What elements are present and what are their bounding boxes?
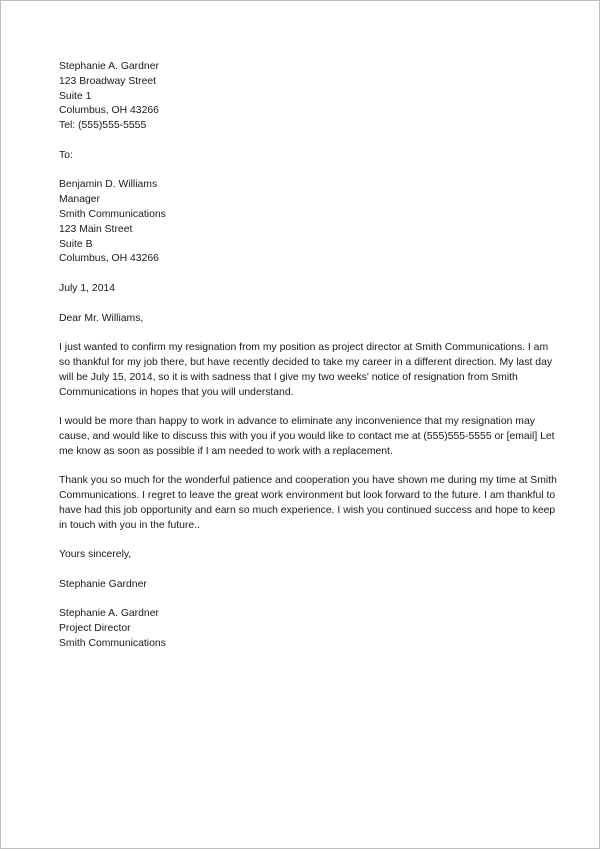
recipient-name: Benjamin D. Williams — [59, 179, 158, 191]
date-block — [59, 282, 549, 297]
paragraph-3 — [59, 474, 557, 533]
paragraph-line: so thankful for my job there, but have recently decided to take my career in a different direction. My last day — [59, 356, 553, 368]
recipient-address — [59, 178, 549, 267]
paragraph-2 — [59, 415, 555, 459]
paragraph-line: I just wanted to confirm my resignation from my position as project director at Smith Communications. I am — [59, 342, 549, 354]
signoff-title: Project Director — [59, 623, 131, 635]
recipient-city: Columbus, OH 43266 — [59, 253, 159, 265]
signoff-company: Smith Communications — [59, 638, 166, 650]
sender-tel: Tel: (555)555-5555 — [59, 120, 147, 132]
paragraph-line: cause, and would like to discuss this with you if you would like to contact me at (555)555-5555 or [email] Let — [59, 430, 555, 442]
paragraph-line: Communications in hopes that you will understand. — [59, 386, 294, 398]
paragraph-1 — [59, 341, 553, 400]
closing: Yours sincerely, — [59, 549, 132, 561]
paragraph-line: I would be more than happy to work in advance to eliminate any inconvenience that my resignation may — [59, 416, 535, 428]
paragraph-line: Communications. I regret to leave the great work environment but look forward to the future. I am thankful to — [59, 490, 556, 502]
paragraph-line: have had this job opportunity and earn so much experience. I wish you continued success and hope to keep — [59, 504, 556, 516]
sender-suite: Suite 1 — [59, 90, 92, 102]
letter-date: July 1, 2014 — [59, 282, 116, 294]
paragraph-line: will be July 15, 2014, so it is with sadness that I give my two weeks' notice of resignation from Smith — [59, 371, 518, 383]
sender-street: 123 Broadway Street — [59, 75, 157, 87]
recipient-street: 123 Main Street — [59, 223, 133, 235]
recipient-title: Manager — [59, 194, 101, 206]
sender-city: Columbus, OH 43266 — [59, 105, 159, 117]
to-label: To: — [59, 149, 73, 161]
paragraph-line: in touch with you in the future.. — [59, 519, 200, 531]
to-label-block — [59, 149, 549, 164]
salutation: Dear Mr. Williams, — [59, 312, 144, 324]
sender-name: Stephanie A. Gardner — [59, 61, 159, 72]
recipient-suite: Suite B — [59, 238, 93, 250]
signature-block — [59, 578, 549, 593]
paragraph-line: me know as soon as possible if I am needed to work with a replacement. — [59, 445, 393, 457]
recipient-company: Smith Communications — [59, 208, 166, 220]
salutation-block — [59, 312, 549, 327]
paragraph-line: Thank you so much for the wonderful patience and cooperation you have shown me during my time at Smith — [59, 475, 557, 487]
signoff-block — [59, 607, 549, 651]
signoff-name: Stephanie A. Gardner — [59, 608, 159, 620]
letter-body — [59, 60, 557, 667]
sender-address — [59, 60, 549, 134]
signature: Stephanie Gardner — [59, 578, 147, 590]
closing-block — [59, 548, 549, 563]
